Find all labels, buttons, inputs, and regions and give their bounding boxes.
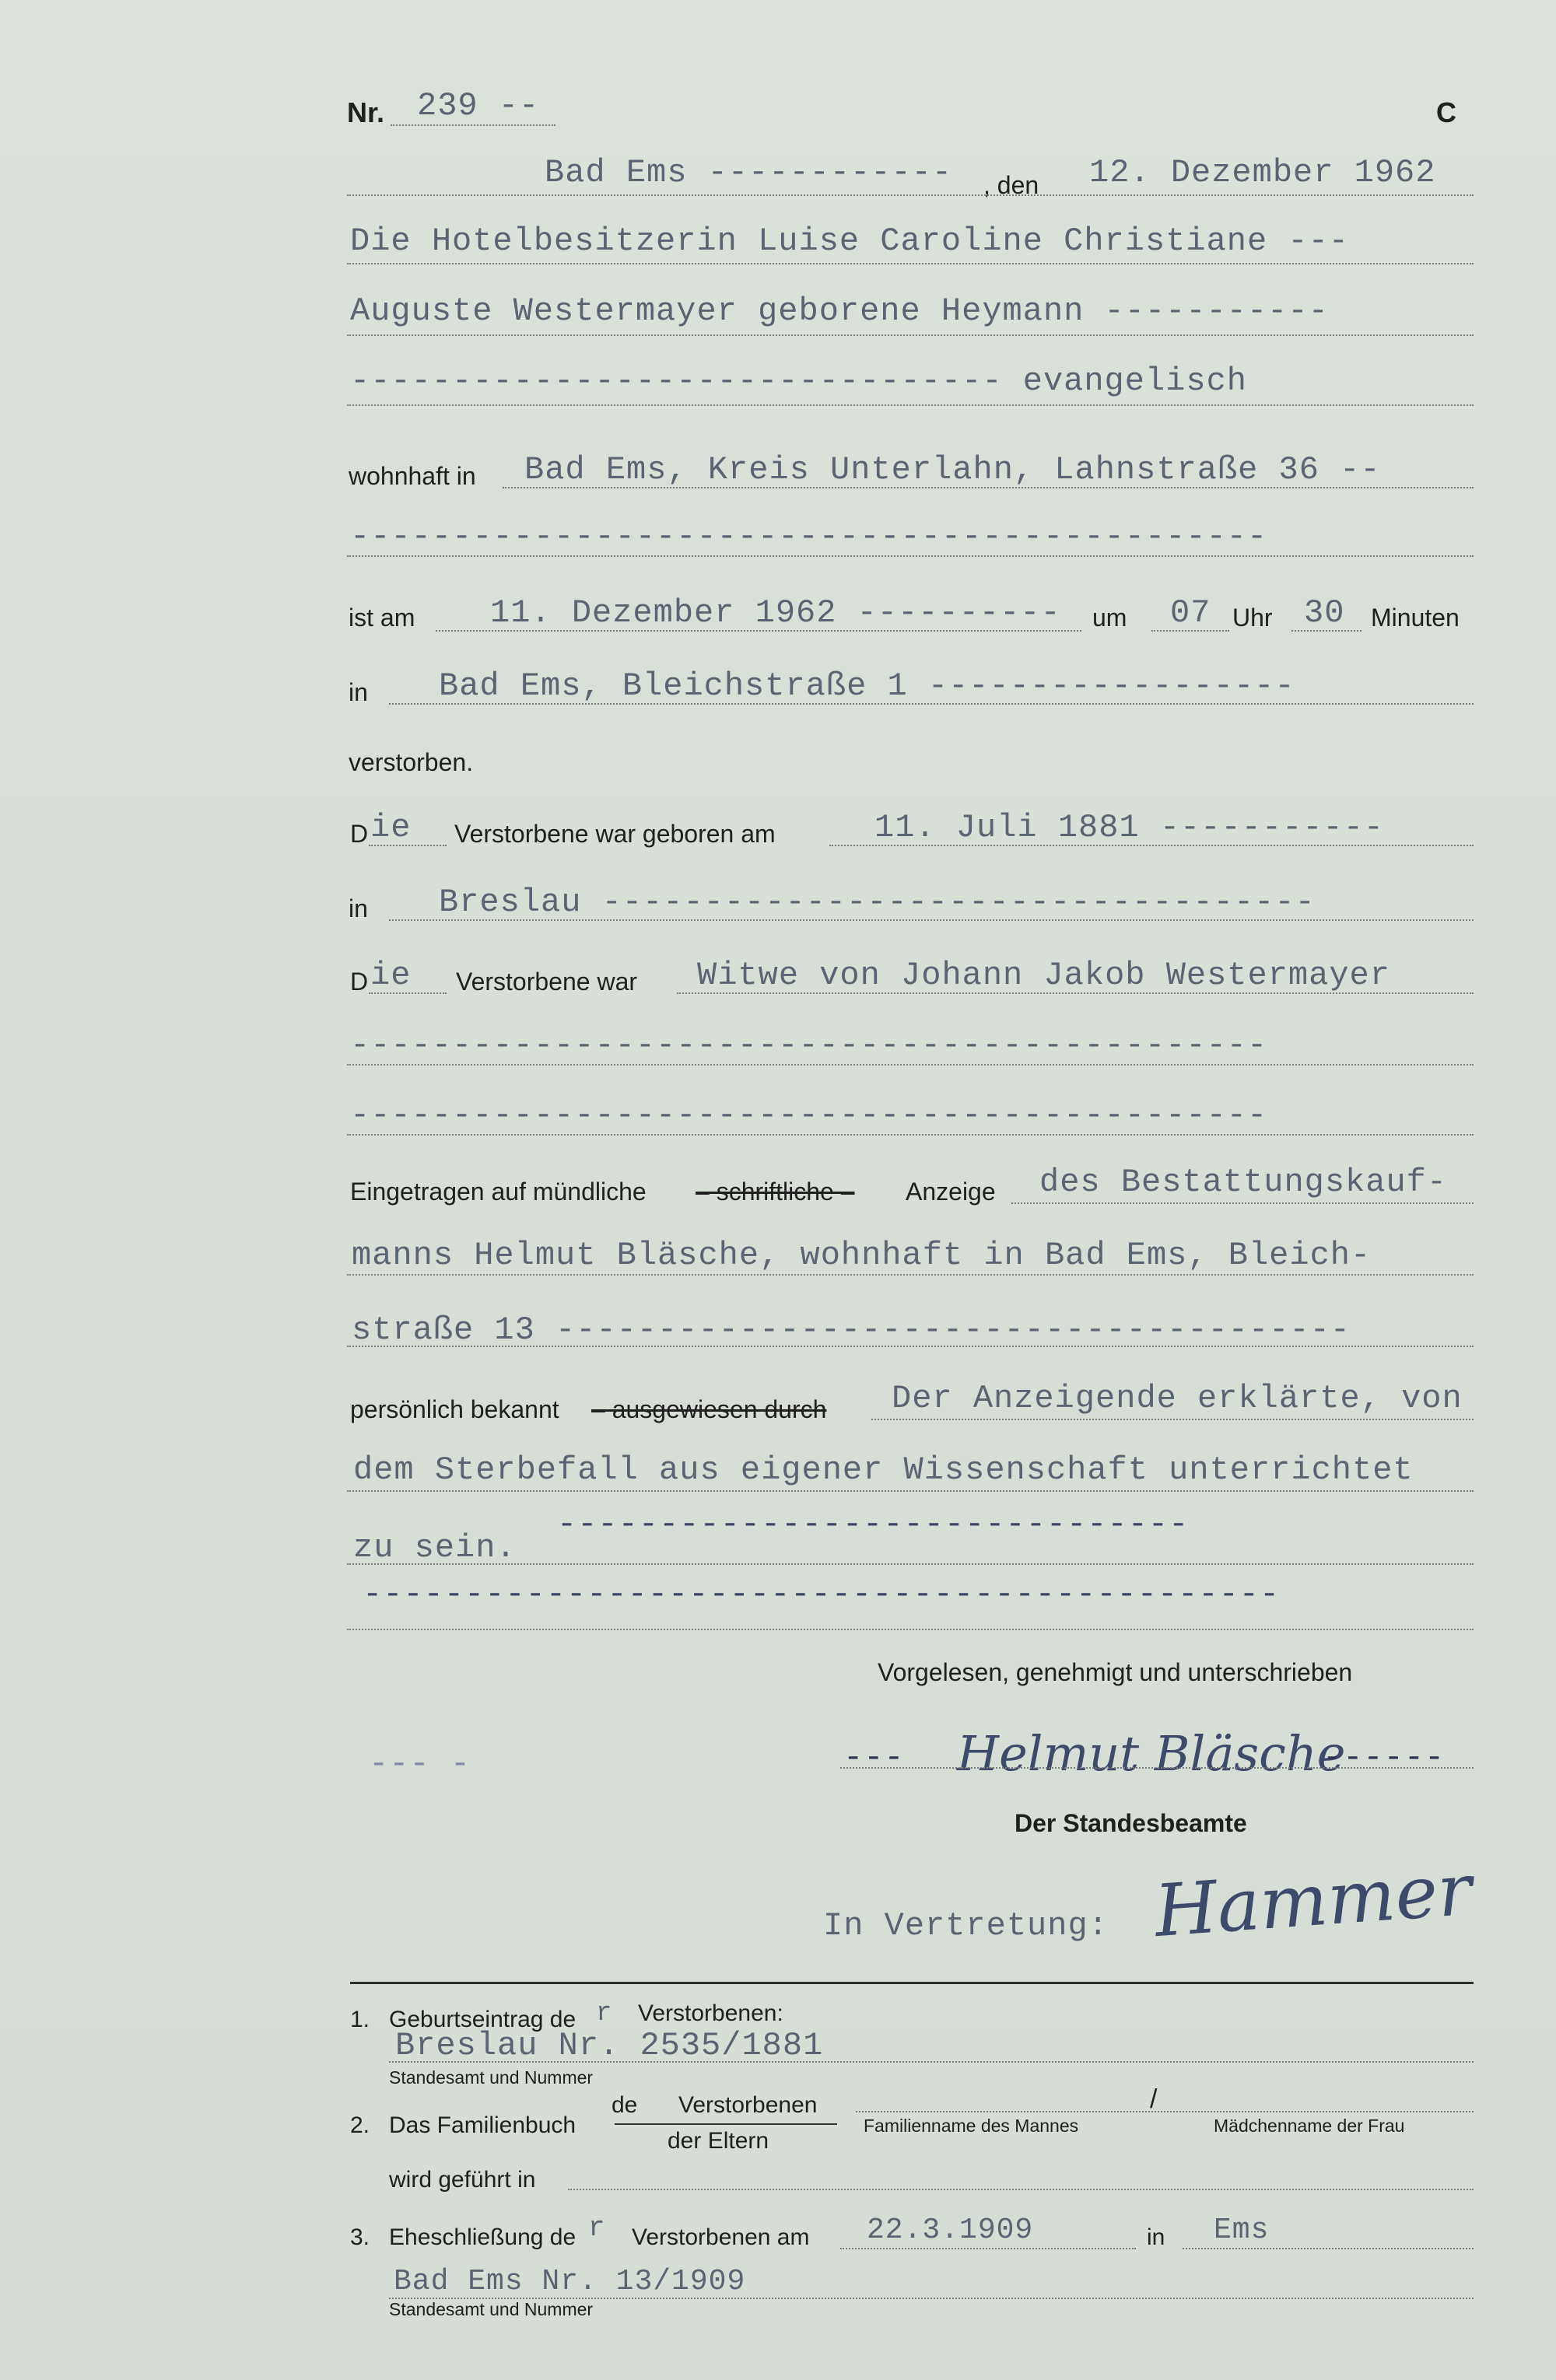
person-dotted-line-2 <box>347 334 1474 336</box>
item3-label: Eheschließung de <box>389 2224 576 2250</box>
person-line-1: Die Hotelbesitzerin Luise Caroline Christiane --- <box>350 222 1350 260</box>
report-line-2: manns Helmut Bläsche, wohnhaft in Bad Ems, Bleich- <box>352 1237 1372 1274</box>
nr-dotted-line <box>391 124 555 126</box>
residence-dotted-line-1 <box>503 487 1474 488</box>
birth-date: 11. Juli 1881 ----------- <box>874 809 1385 846</box>
residence-label: wohnhaft in <box>349 462 476 490</box>
item2-husband: Familienname des Mannes <box>864 2116 1079 2136</box>
identity-line-3b: ------------------------------- <box>557 1506 1190 1543</box>
item1-label-2: Verstorbenen: <box>638 2000 783 2026</box>
marital-d-suffix: ie <box>370 957 412 994</box>
item2-wife: Mädchenname der Frau <box>1214 2116 1405 2136</box>
death-in-label: in <box>349 678 368 706</box>
item1-number: 1. <box>350 2007 370 2032</box>
um-label: um <box>1092 604 1127 632</box>
birth-in-label: in <box>349 894 368 922</box>
death-place: Bad Ems, Bleichstraße 1 ------------------ <box>439 667 1295 705</box>
marital-label: Verstorbene war <box>456 968 638 996</box>
item3-place: Ems <box>1214 2214 1270 2247</box>
item3-place-dotted-line <box>1183 2248 1474 2249</box>
item1-label: Geburtseintrag de <box>389 2007 576 2032</box>
person-dotted-line-3 <box>347 404 1474 406</box>
item3-suffix: r <box>588 2212 606 2244</box>
registrar-label: Der Standesbeamte <box>1015 1809 1247 1837</box>
item2-label: Das Familienbuch <box>389 2112 576 2138</box>
item3-in-label: in <box>1147 2224 1165 2250</box>
identity-line-1: Der Anzeigende erklärte, von <box>892 1380 1463 1417</box>
report-label-pre: Eingetragen auf mündliche <box>350 1178 647 1206</box>
marital-d-prefix: D <box>350 968 369 996</box>
birth-label: Verstorbene war geboren am <box>454 820 776 848</box>
item3-number: 3. <box>350 2224 370 2250</box>
identity-dotted-line-3 <box>347 1563 1474 1565</box>
marital-line-3: --------------------------------------------- <box>350 1097 1268 1134</box>
ist-am-label: ist am <box>349 604 415 632</box>
residence-dotted-line-2 <box>347 555 1474 557</box>
residence-line-1: Bad Ems, Kreis Unterlahn, Lahnstraße 36 -- <box>524 451 1381 488</box>
person-dotted-line-1 <box>347 263 1474 264</box>
left-dash: --- - <box>369 1745 471 1783</box>
den-label: , den <box>983 171 1039 199</box>
person-line-2: Auguste Westermayer geborene Heymann ----------- <box>350 292 1329 330</box>
item3-label-2: Verstorbenen am <box>632 2224 810 2250</box>
death-hour: 07 <box>1170 594 1211 632</box>
identity-line-4: --------------------------------------------- <box>363 1576 1281 1613</box>
date-dotted-line <box>347 194 1474 196</box>
identity-dotted-line-4 <box>347 1629 1474 1630</box>
report-line-3: straße 13 --------------------------------------- <box>352 1311 1351 1349</box>
minuten-label: Minuten <box>1371 604 1460 632</box>
report-dotted-line-1 <box>1011 1202 1474 1204</box>
nr-value: 239 -- <box>417 87 540 124</box>
identity-strike: – ausgewiesen durch <box>591 1395 827 1423</box>
item1-value: Breslau Nr. 2535/1881 <box>395 2027 824 2064</box>
signature-post-dash: ------ <box>1323 1739 1446 1776</box>
residence-line-2: --------------------------------------------- <box>350 518 1268 555</box>
nr-label: Nr. <box>347 96 385 128</box>
item1-dotted-line <box>389 2061 1474 2063</box>
vertretung-label: In Vertretung: <box>823 1907 1109 1944</box>
item2-top: Verstorbenen <box>678 2092 818 2118</box>
marital-line-2: --------------------------------------------- <box>350 1027 1268 1064</box>
item1-suffix: r <box>596 1999 613 2028</box>
item2-de: de <box>612 2092 638 2118</box>
identity-line-2: dem Sterbefall aus eigener Wissenschaft unterrichtet <box>353 1451 1414 1489</box>
report-dotted-line-3 <box>347 1346 1474 1347</box>
item2-bottom: der Eltern <box>668 2128 769 2154</box>
marital-value: Witwe von Johann Jakob Westermayer <box>697 957 1390 994</box>
item3-date: 22.3.1909 <box>867 2214 1034 2247</box>
item2-dotted-line <box>568 2189 1474 2190</box>
marital-dotted-line-2 <box>347 1064 1474 1066</box>
item1-sub: Standesamt und Nummer <box>389 2067 594 2088</box>
place-value: Bad Ems ------------ <box>545 154 953 191</box>
death-minutes: 30 <box>1304 594 1345 632</box>
minutes-dotted-line <box>1291 630 1362 632</box>
person-line-3: -------------------------------- evangelisch <box>350 362 1247 400</box>
date-value: 12. Dezember 1962 <box>1089 154 1436 191</box>
item2-names-dotted-line <box>856 2111 1474 2112</box>
identity-dotted-line-2 <box>347 1490 1474 1492</box>
birth-d-dotted-line <box>369 845 447 846</box>
verstorben-label: verstorben. <box>349 748 474 776</box>
death-date: 11. Dezember 1962 ---------- <box>490 594 1061 632</box>
marital-d-dotted-line <box>369 992 447 994</box>
item3-date-dotted-line <box>840 2248 1136 2249</box>
birth-place: Breslau ----------------------------------- <box>439 884 1316 921</box>
signature-dotted-line <box>840 1767 1474 1769</box>
footer-separator <box>350 1982 1474 1984</box>
uhr-label: Uhr <box>1232 604 1273 632</box>
registrar-signature: Hammer <box>1151 1847 1475 1954</box>
marital-dotted-line-1 <box>677 992 1474 994</box>
identity-label: persönlich bekannt <box>350 1395 559 1423</box>
birth-place-dotted-line <box>389 919 1474 921</box>
identity-dotted-line-1 <box>871 1419 1474 1420</box>
death-date-dotted-line <box>436 630 1081 632</box>
read-approved-text: Vorgelesen, genehmigt und unterschrieben <box>878 1658 1353 1686</box>
report-dotted-line-2 <box>347 1274 1474 1276</box>
report-label-strike: – schriftliche – <box>696 1178 855 1206</box>
identity-line-3a: zu sein. <box>353 1529 517 1566</box>
item2-slash: / <box>1150 2084 1158 2114</box>
item2-number: 2. <box>350 2112 370 2138</box>
marital-dotted-line-3 <box>347 1134 1474 1136</box>
birth-date-dotted-line <box>829 845 1474 846</box>
birth-d-suffix: ie <box>370 809 412 846</box>
informant-signature: Helmut Bläsche <box>957 1725 1346 1782</box>
item3-sub: Standesamt und Nummer <box>389 2299 594 2319</box>
hour-dotted-line <box>1151 630 1229 632</box>
item2-line-label: wird geführt in <box>389 2167 536 2193</box>
death-place-dotted-line <box>389 703 1474 705</box>
report-line-1: des Bestattungskauf- <box>1039 1164 1448 1201</box>
form-letter: C <box>1436 96 1456 128</box>
report-label-post: Anzeige <box>906 1178 996 1206</box>
signature-pre-dash: --- <box>843 1739 905 1776</box>
birth-d-prefix: D <box>350 820 369 848</box>
item3-value: Bad Ems Nr. 13/1909 <box>394 2265 746 2298</box>
item2-fraction-line <box>615 2123 837 2125</box>
